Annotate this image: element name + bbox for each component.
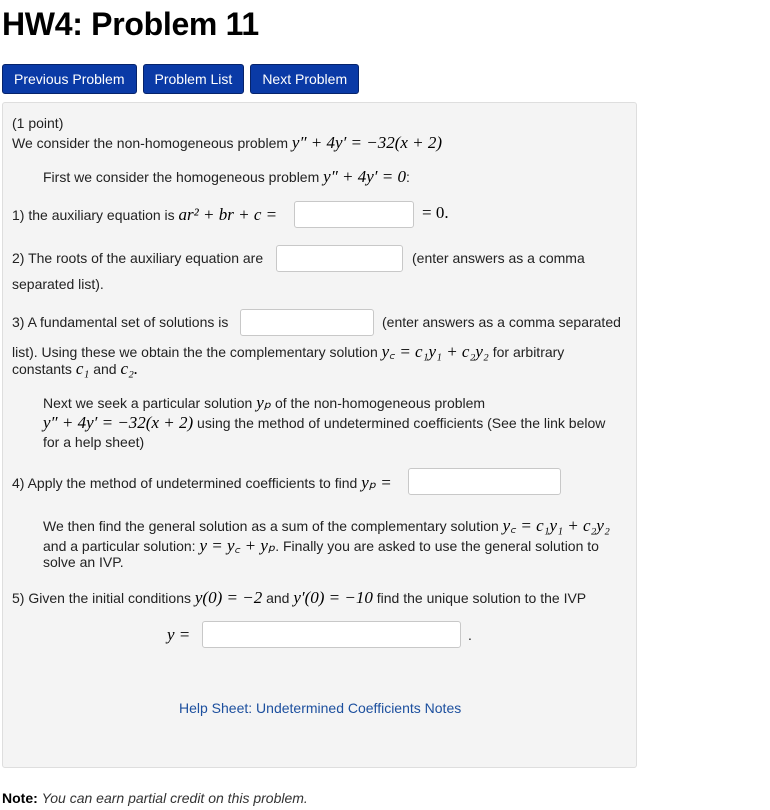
- note-label: Note:: [2, 790, 38, 806]
- fundamental-set-input[interactable]: [240, 309, 374, 336]
- q5-and: and: [266, 590, 290, 606]
- homogeneous-equation: y″ + 4y′ = 0: [323, 167, 406, 186]
- particular-line-2: [43, 413, 605, 433]
- q2-hint: (enter answers as a comma: [412, 250, 585, 266]
- particular-text-2: using the method of undetermined coefficients (See the link below: [197, 415, 606, 431]
- homogeneous-colon: :: [406, 169, 410, 185]
- general-text-2b: . Finally you are asked to use the general solution to: [275, 538, 599, 554]
- q3-line-3: [12, 359, 138, 379]
- q5-text-b: find the unique solution to the IVP: [376, 590, 587, 606]
- q2-text: 2) The roots of the auxiliary equation are: [12, 250, 264, 266]
- question-4-label: [12, 473, 392, 493]
- q4-text: 4) Apply the method of undetermined coefficients to find: [12, 475, 358, 491]
- problem-panel: [2, 102, 637, 768]
- q3-hint: (enter answers as a comma separated: [382, 314, 621, 330]
- general-text-2: and a particular solution:: [43, 538, 196, 554]
- homogeneous-text: First we consider the homogeneous problem: [43, 169, 320, 185]
- q2-hint-continued: separated list).: [12, 276, 104, 292]
- q1-expression: ar² + br + c =: [178, 205, 278, 224]
- help-sheet-link[interactable]: Help Sheet: Undetermined Coefficients Notes: [179, 700, 462, 716]
- points-label: (1 point): [12, 115, 64, 131]
- ivp-period: .: [468, 627, 472, 643]
- page-title: HW4: Problem 11: [2, 6, 259, 42]
- constant-c2: c₂.: [120, 359, 139, 378]
- complementary-solution-expression: y꜀ = c₁y₁ + c₂y₂: [381, 342, 489, 361]
- initial-condition-2: y′(0) = −10: [293, 588, 373, 607]
- particular-line-3: for a help sheet): [43, 434, 145, 450]
- note-text: You can earn partial credit on this problem.: [41, 790, 308, 806]
- general-text-1: We then find the general solution as a sum of the complementary solution: [43, 518, 499, 534]
- particular-text-1: Next we seek a particular solution: [43, 395, 253, 411]
- homogeneous-line: [43, 167, 410, 187]
- q1-suffix: = 0.: [422, 203, 449, 222]
- next-problem-button[interactable]: Next Problem: [250, 64, 359, 94]
- particular-ode: y″ + 4y′ = −32(x + 2): [43, 413, 194, 432]
- q4-expression: yₚ =: [361, 473, 392, 492]
- q3-line2-text: list). Using these we obtain the the complementary solution: [12, 344, 378, 360]
- q5-text: 5) Given the initial conditions: [12, 590, 191, 606]
- general-line-3: solve an IVP.: [43, 554, 124, 570]
- general-solution-expression: y = y꜀ + yₚ: [199, 536, 276, 555]
- problem-nav: [2, 64, 359, 94]
- auxiliary-equation-input[interactable]: [294, 201, 414, 228]
- general-line-2: [43, 533, 599, 556]
- partial-credit-note: [2, 790, 308, 806]
- previous-problem-button[interactable]: Previous Problem: [2, 64, 137, 94]
- initial-condition-1: y(0) = −2: [194, 588, 263, 607]
- q3-line2-suffix: for arbitrary: [492, 344, 565, 360]
- q3-line3-text: constants: [12, 361, 72, 377]
- particular-yp: yₚ: [256, 393, 272, 412]
- ivp-y-label: y =: [167, 625, 191, 644]
- question-5-label: [12, 588, 586, 608]
- roots-input[interactable]: [276, 245, 403, 272]
- problem-list-button[interactable]: Problem List: [143, 64, 245, 94]
- particular-text-1b: of the non-homogeneous problem: [274, 395, 486, 411]
- constant-c1: c₁: [75, 359, 90, 378]
- ode-expression: y″ + 4y′ = −32(x + 2): [291, 133, 443, 152]
- intro-line: [12, 133, 442, 153]
- question-1-label: [12, 205, 277, 225]
- particular-solution-input[interactable]: [408, 468, 561, 495]
- q3-text: 3) A fundamental set of solutions is: [12, 314, 229, 330]
- general-complementary-expression: y꜀ = c₁y₁ + c₂y₂: [502, 516, 610, 535]
- ivp-solution-input[interactable]: [202, 621, 461, 648]
- particular-line-1: [43, 393, 485, 413]
- q3-and: and: [93, 361, 117, 377]
- q1-text: 1) the auxiliary equation is: [12, 207, 175, 223]
- intro-text: We consider the non-homogeneous problem: [12, 135, 289, 151]
